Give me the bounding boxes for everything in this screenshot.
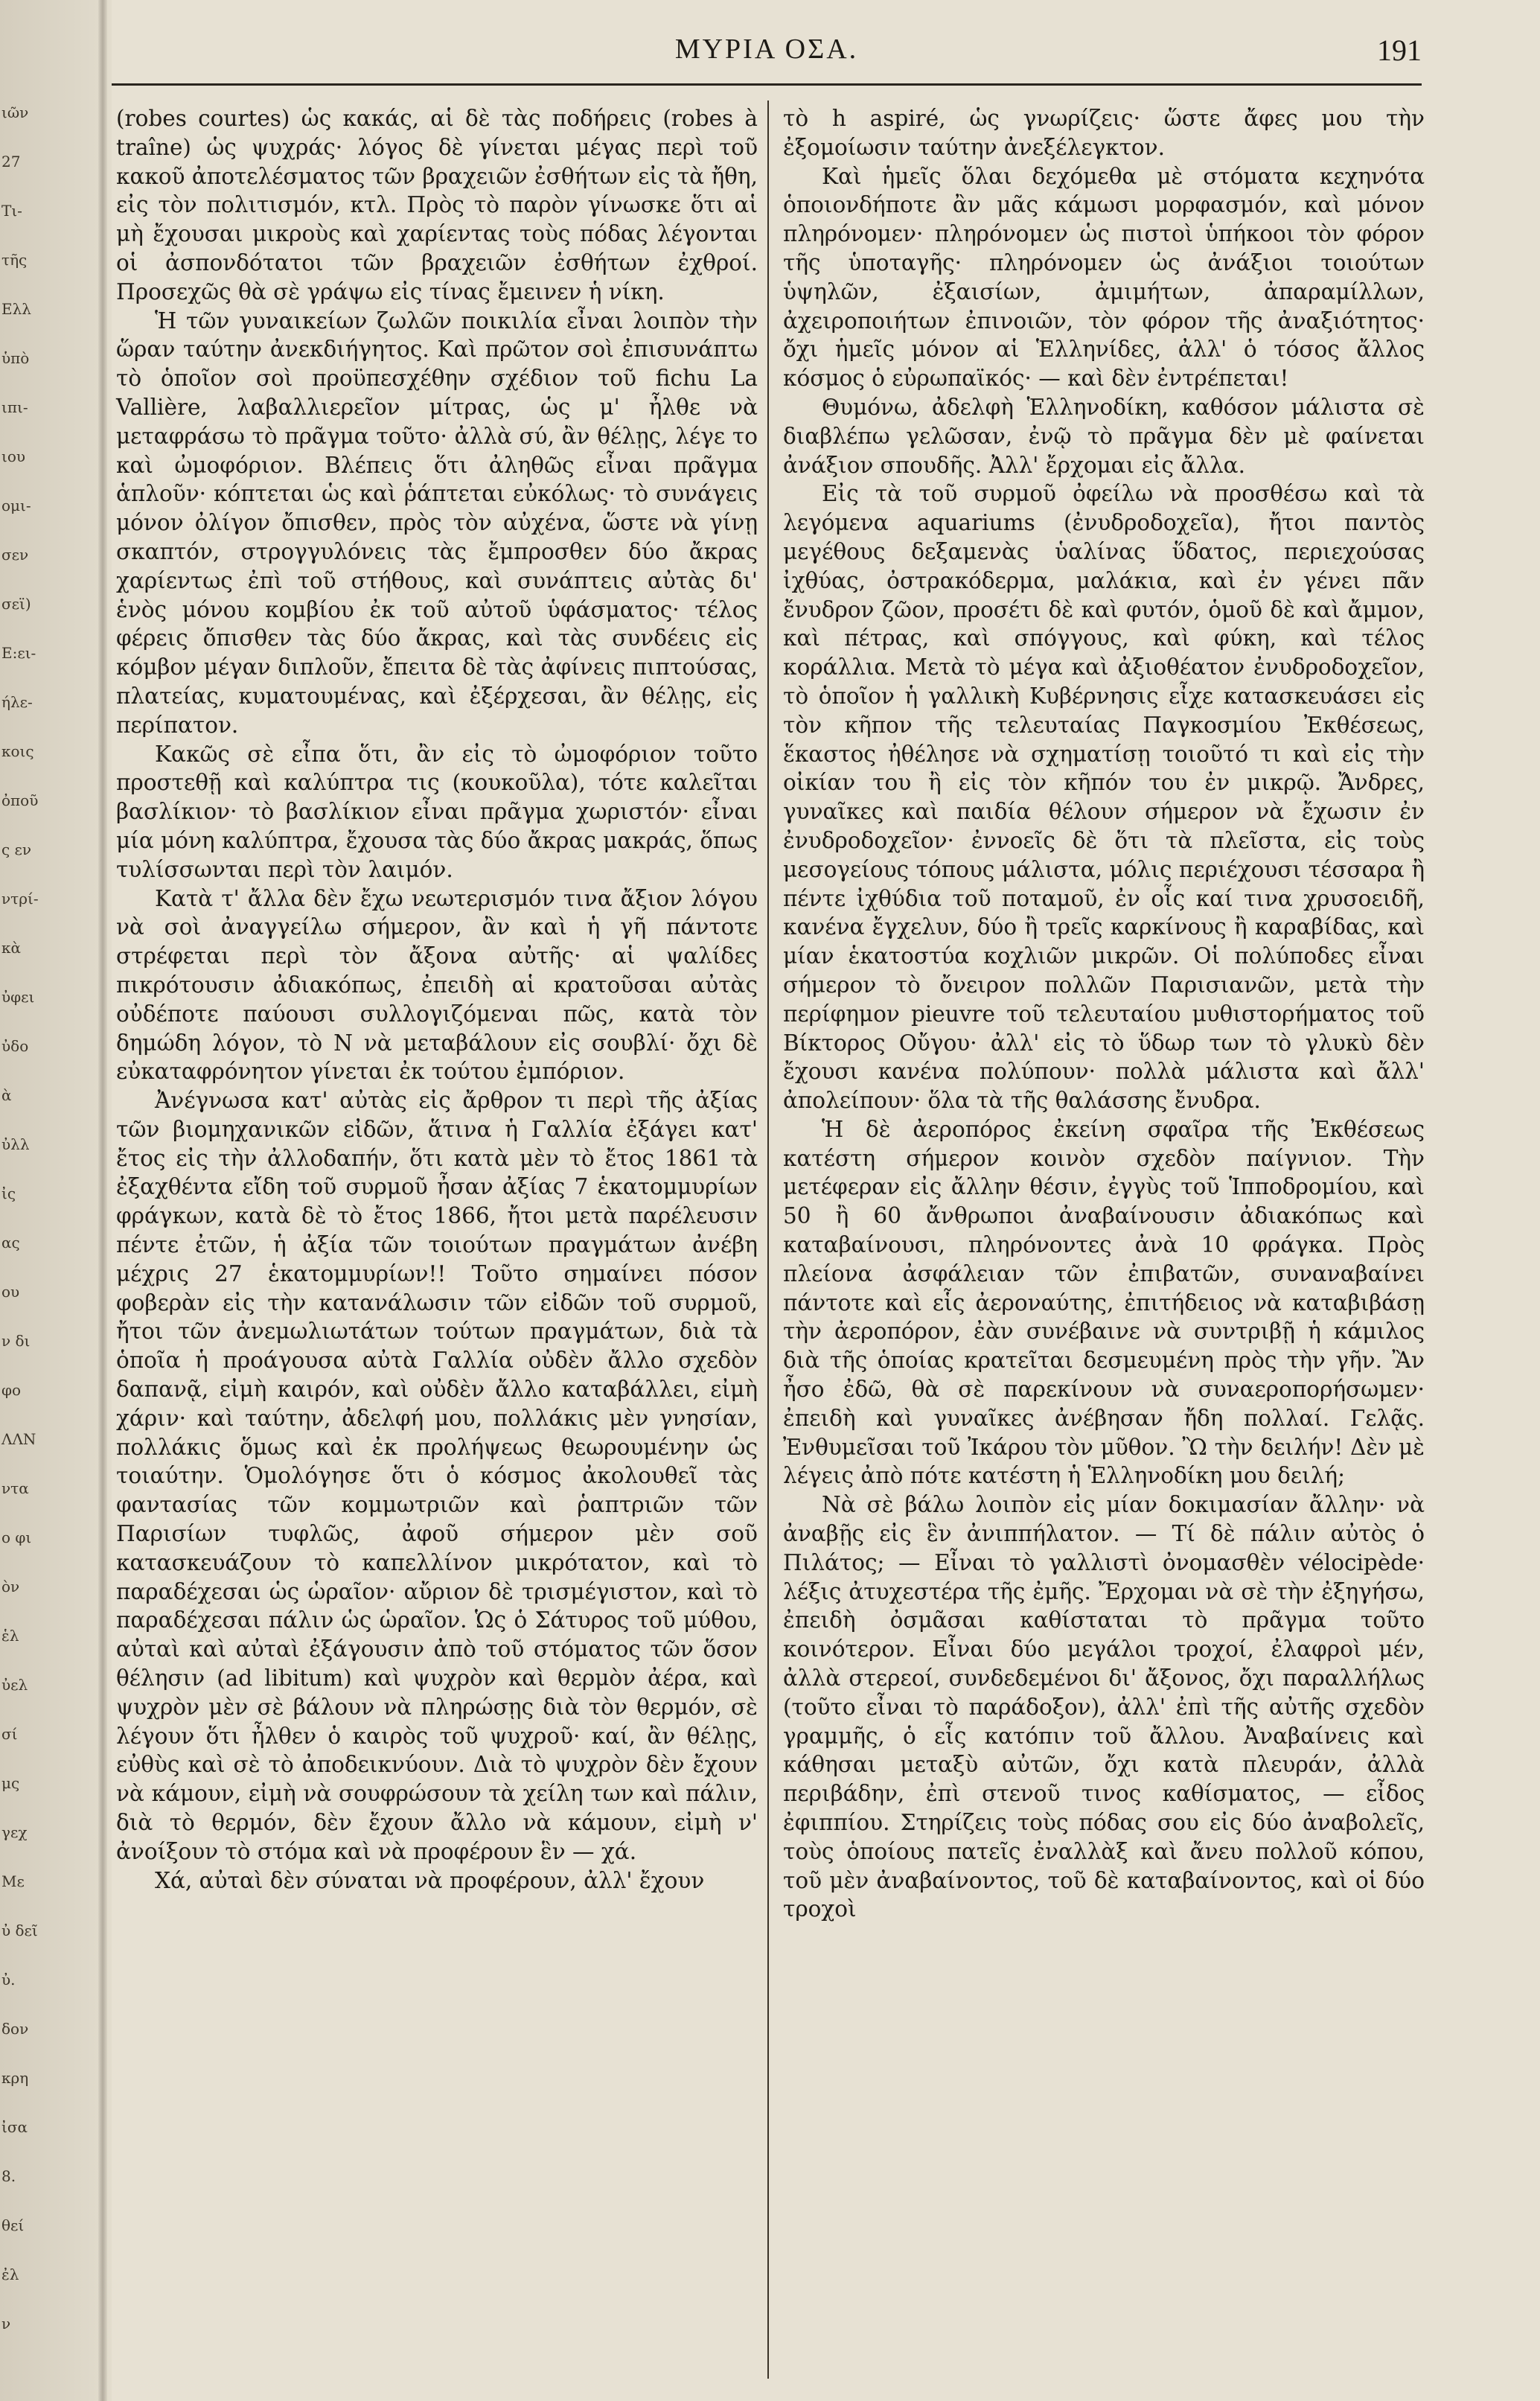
gutter-fragment: σεϊ) bbox=[1, 595, 31, 613]
paragraph: Εἰς τὰ τοῦ συρμοῦ ὀφείλω νὰ προσθέσω καὶ τὰ λεγόμενα aquariums (ἐνυδροδοχεῖα), ἤτοι παντὸς μεγέθους δεξαμενὰς ὑαλίνας ὕδατος, περιεχούσας ἰχθύας, ὀστρακόδερμα, μαλάκια, καὶ ἐν γένει πᾶν ἔνυδρον ζῶον, προσέτι δὲ καὶ φυτόν, ὁμοῦ δὲ καὶ ἄμμον, καὶ πέτρας, καὶ σπόγγους, καὶ φύκη, καὶ τέλος κοράλλια. Μετὰ τὸ μέγα καὶ ἀξιοθέατον ἐνυδροδοχεῖον, τὸ ὁποῖον ἡ γαλλικὴ Κυβέρνησις εἶχε κατασκευάσει εἰς τὸν κῆπον τῆς τελευταίας Παγκοσμίου Ἐκθέσεως, ἕκαστος ἠθέλησε νὰ σχηματίσῃ τοιοῦτό τι καὶ εἰς τὴν οἰκίαν του ἢ εἰς τὸν κῆπόν του ἐν μικρῷ. Ἄνδρες, γυναῖκες καὶ παιδία θέλουν σήμερον νὰ ἔχωσιν ἐν ἐνυδροδοχεῖον· ἐννοεῖς δὲ ὅτι τὰ πλεῖστα, εἰς τοὺς μεσογείους τόπους μάλιστα, μόλις περιέχουσι τέσσαρα ἢ πέντε ἰχθύδια τοῦ ποταμοῦ, ἐν οἷς καί τινα χρυσοειδῆ, κανένα ἔγχελυν, δύο ἢ τρεῖς καρκίνους ἢ καραβίδας, καὶ μίαν ἑκατοστύα κοχλιῶν μικρῶν. Οἱ πολύποδες εἶναι σήμερον τὸ ὄνειρον πολλῶν Παρισιανῶν, μετὰ τὴν περίφημον pieuvre τοῦ τελευταίου μυθιστορήματος τοῦ Βίκτορος Οὔγου· ἀλλ' εἰς τὸ ὕδωρ των τὸ γλυκὺ δὲν ἔχουσι κανένα πολύπουν· πολλὰ μάλιστα καὶ ἄλλ' ἀπολείπουν· ὅλα τὰ τῆς θαλάσσης ἔνυδρα. bbox=[783, 481, 1425, 1114]
gutter-fragment: 27 bbox=[1, 153, 21, 170]
gutter-fragment: ιπι- bbox=[1, 398, 28, 416]
gutter-fragment: ὐλλ bbox=[1, 1135, 30, 1153]
gutter-fragment: θεί bbox=[1, 2216, 25, 2234]
gutter-fragment: ὐελ bbox=[1, 1676, 28, 1694]
gutter-fragment: ὑπὸ bbox=[1, 349, 30, 367]
right-column bbox=[783, 104, 1425, 1924]
gutter-fragment: σί bbox=[1, 1725, 18, 1743]
gutter-fragment: ἰσα bbox=[1, 2118, 28, 2136]
paragraph: Ἡ δὲ ἀεροπόρος ἐκείνη σφαῖρα τῆς Ἐκθέσεως κατέστη σήμερον κοινὸν σχεδὸν παίγνιον. Τὴν μετέφεραν εἰς ἄλλην θέσιν, ἐγγὺς τοῦ Ἱπποδρομίου, καὶ 50 ἢ 60 ἄνθρωποι ἀναβαίνουσιν ἀδιακόπως καὶ καταβαίνουσι, πληρόνοντες ἀνὰ 10 φράγκα. Πρὸς πλείονα ἀσφάλειαν τῶν ἐπιβατῶν, συναναβαίνει πάντοτε καὶ εἷς ἀεροναύτης, ἐπιτήδειος νὰ καταβιβάσῃ τὴν ἀεροπόρον, ἐὰν συνέβαινε νὰ συντριβῇ ἡ κάμιλος διὰ τῆς ὁποίας κρατεῖται δεσμευμένη πρὸς τὴν γῆν. Ἂν ἦσο ἐδῶ, θὰ σὲ παρεκίνουν νὰ συναεροπορήσωμεν· ἐπειδὴ καὶ γυναῖκες ἀνέβησαν ἤδη πολλαί. Γελᾷς. Ἐνθυμεῖσαι τοῦ Ἰκάρου τὸν μῦθον. Ὢ τὴν δειλήν! Δὲν μὲ λέγεις ἀπὸ πότε κατέστη ἡ Ἑλληνοδίκη μου δειλή; bbox=[783, 1116, 1425, 1489]
gutter-fragment: φο bbox=[1, 1381, 22, 1399]
gutter-fragment: ὐ δεῖ bbox=[1, 1922, 38, 1939]
gutter-fragment: ὀποῦ bbox=[1, 791, 39, 809]
gutter-fragment: 8. bbox=[1, 2167, 16, 2185]
gutter-fragment: Ε:ει- bbox=[1, 644, 36, 662]
running-title: ΜΥΡΙΑ ΟΣΑ. bbox=[674, 34, 859, 65]
gutter-fragment: ιῶν bbox=[1, 103, 29, 121]
paragraph: Κακῶς σὲ εἶπα ὅτι, ἂν εἰς τὸ ὠμοφόριον τοῦτο προστεθῇ καὶ καλύπτρα τις (κουκοῦλα), τότε καλεῖται βασλίκιον· τὸ βασλίκιον εἶναι πρᾶγμα χωριστόν· εἶναι μία μόνη καλύπτρα, ἔχουσα τὰς δύο ἄκρας μακράς, ὅπως τυλίσσωνται περὶ τὸν λαιμόν. bbox=[116, 741, 758, 882]
gutter-fragment: τῆς bbox=[1, 251, 28, 269]
paragraph: τὸ h aspiré, ὡς γνωρίζεις· ὥστε ἄφες μου τὴν ἐξομοίωσιν ταύτην ἀνεξέλεγκτον. bbox=[783, 106, 1425, 160]
gutter-fragment: ὐφει bbox=[1, 988, 35, 1006]
gutter-fragment: ν δι bbox=[1, 1332, 31, 1350]
paragraph: Χά, αὐταὶ δὲν σύναται νὰ προφέρουν, ἀλλ' ἔχουν bbox=[155, 1867, 705, 1893]
gutter-fragment: ὰ bbox=[1, 1086, 12, 1104]
gutter-fragment: ας bbox=[1, 1234, 20, 1251]
paragraph: (robes courtes) ὡς κακάς, αἱ δὲ τὰς ποδήρεις (robes à traîne) ὡς ψυχράς· λόγος δὲ γίνεται μέγας περὶ τοῦ κακοῦ ἀποτελέσματος τῶν βραχειῶν ἐσθήτων εἰς τὰ ἤθη, εἰς τὸν πολιτισμόν, κτλ. Πρὸς τὸ παρὸν γίνωσκε ὅτι αἱ μὴ ἔχουσαι μικροὺς καὶ χαρίεντας τοὺς πόδας λέγονται οἱ ἀσπονδότατοι τῶν βραχειῶν ἐσθήτων ἐχθροί. Προσεχῶς θὰ σὲ γράψω εἰς τίνας ἔμεινεν ἡ νίκη. bbox=[116, 106, 758, 304]
page-header bbox=[112, 33, 1422, 77]
column-divider bbox=[767, 101, 769, 2379]
left-column bbox=[116, 104, 758, 1895]
gutter-fragment: ἑλ bbox=[1, 1627, 19, 1645]
gutter-fragment: Με bbox=[1, 1872, 25, 1890]
paragraph: Ἡ τῶν γυναικείων ζωλῶν ποικιλία εἶναι λοιπὸν τὴν ὥραν ταύτην ἀνεκδιήγητος. Καὶ πρῶτον σοὶ ἐπισυνάπτω τὸ ὁποῖον σοὶ προϋπεσχέθην σχέδιον τοῦ fichu La Vallière, λαβαλλιερεῖον μίτρας, ὡς μ' ἦλθε νὰ μεταφράσω τὸ πρᾶγμα τοῦτο· ἀλλὰ σύ, ἂν θέλῃς, λέγε το καὶ ὠμοφόριον. Βλέπεις ὅτι ἀληθῶς εἶναι πρᾶγμα ἁπλοῦν· κόπτεται ὡς καὶ ῥάπτεται εὐκόλως· τὸ συνάγεις μόνον ὀλίγον ὄπισθεν, πρὸς τὸν αὐχένα, ὥστε νὰ γίνῃ σκαπτόν, στρογγυλόνεις τὰς ἔμπροσθεν δύο ἄκρας χαρίεντως ἐπὶ τοῦ στήθους, καὶ συνάπτεις αὐτὰς δι' ἑνὸς μόνου κομβίου ἐκ τοῦ αὐτοῦ ὑφάσματος· τέλος φέρεις ὄπισθεν τὰς δύο ἄκρας, καὶ τὰς συνδέεις εἰς κόμβον μέγαν διπλοῦν, ἔπειτα δὲ τὰς ἀφίνεις πιπτούσας, πλατείας, κυματουμένας, καὶ ἐξέρχεσαι, ἂν θέλῃς, εἰς περίπατον. bbox=[116, 307, 758, 738]
gutter-fragment: ντα bbox=[1, 1479, 29, 1497]
gutter-fragment: ς εν bbox=[1, 841, 32, 858]
paragraph: Νὰ σὲ βάλω λοιπὸν εἰς μίαν δοκιμασίαν ἄλλην· νὰ ἀναβῇς εἰς ἓν ἀνιππήλατον. — Τί δὲ πάλιν αὐτὸς ὁ Πιλάτος; — Εἶναι τὸ γαλλιστὶ ὀνομασθὲν vélocipède· λέξις ἀτυχεστέρα τῆς ἐμῆς. Ἔρχομαι νὰ σὲ τὴν ἐξηγήσω, ἐπειδὴ ὀσμᾶσαι καθίσταται τὸ πρᾶγμα τοῦτο κοινότερον. Εἶναι δύο μεγάλοι τροχοί, ἐλαφροὶ μέν, ἀλλὰ στερεοί, συνδεδεμένοι δι' ἄξονος, ὄχι παραλλήλως (τοῦτο εἶναι τὸ παράδοξον), ἀλλ' ἐπὶ τῆς αὐτῆς σχεδὸν γραμμῆς, ὁ εἷς κατόπιν τοῦ ἄλλου. Ἀναβαίνεις καὶ κάθησαι μεταξὺ αὐτῶν, ὄχι κατὰ πλευράν, ἀλλὰ περιβάδην, ἐπὶ στενοῦ τινος καθίσματος, — εἶδος ἐφιππίου. Στηρίζεις τοὺς πόδας σου εἰς δύο ἀναβολεῖς, τοὺς ὁποίους πατεῖς ἐναλλὰξ καὶ ἄνευ πολλοῦ κόπου, τοῦ μὲν ἀναβαίνοντος, τοῦ δὲ καταβαίνοντος, καὶ οἱ δύο τροχοὶ bbox=[783, 1492, 1425, 1922]
gutter-fragment: ὸν bbox=[1, 1578, 20, 1595]
gutter-fragment: κρη bbox=[1, 2069, 29, 2087]
gutter-fragment: κοις bbox=[1, 742, 34, 760]
gutter-fragment: ὐδο bbox=[1, 1037, 29, 1055]
gutter-fragment: ιου bbox=[1, 447, 26, 465]
gutter-fragment: γεχ bbox=[1, 1823, 28, 1841]
gutter-fragment: ομι- bbox=[1, 497, 31, 514]
gutter-fragment: ΛΛΝ bbox=[1, 1430, 36, 1448]
gutter-fragment: ἰς bbox=[1, 1184, 16, 1202]
page-fold-shadow bbox=[98, 0, 107, 2401]
gutter-fragment: δον bbox=[1, 2020, 29, 2038]
gutter-fragment: ου bbox=[1, 1283, 20, 1301]
paragraph: Ἀνέγνωσα κατ' αὐτὰς εἰς ἄρθρον τι περὶ τῆς ἀξίας τῶν βιομηχανικῶν εἰδῶν, ἅτινα ἡ Γαλλία ἐξάγει κατ' ἔτος εἰς τὴν ἀλλοδαπήν, ὅτι κατὰ μὲν τὸ ἔτος 1861 τὰ ἐξαχθέντα εἴδη τοῦ συρμοῦ ἦσαν ἀξίας 7 ἑκατομμυρίων φράγκων, κατὰ δὲ τὸ ἔτος 1866, ἤτοι μετὰ παρέλευσιν πέντε ἐτῶν, ἡ ἀξία τῶν τοιούτων πραγμάτων ἀνέβη μέχρις 27 ἑκατομμυρίων!! Τοῦτο σημαίνει πόσον φοβερὰν εἰς τὴν κατανάλωσιν τῶν εἰδῶν τοῦ συρμοῦ, ἤτοι τῶν ἀνεμωλιωτάτων τούτων πραγμάτων, διὰ τὰ ὁποῖα ἡ προάγουσα αὐτὰ Γαλλία οὐδὲν ἄλλο σχεδὸν δαπανᾷ, εἰμὴ καιρόν, καὶ οὐδὲν ἄλλο καταβάλλει, εἰμὴ χάριν· καὶ ταύτην, ἀδελφή μου, πολλάκις μὲν γνησίαν, πολλάκις ὅμως καὶ ἐκ προλήψεως θεωρουμένην ὡς τοιαύτην. Ὁμολόγησε ὅτι ὁ κόσμος ἀκολουθεῖ τὰς φαντασίας τῶν κομμωτριῶν καὶ ῥαπτριῶν τῶν Παρισίων τυφλῶς, ἀφοῦ σήμερον μὲν σοῦ κατασκευάζουν τὸ καπελλίνον μικρότατον, καὶ τὸ παραδέχεσαι ὡς ὡραῖον· αὔριον δὲ τρισμέγιστον, καὶ τὸ παραδέχεσαι πάλιν ὡς ὡραῖον. Ὡς ὁ Σάτυρος τοῦ μύθου, αὐταὶ καὶ αὐταὶ ἐξάγουσιν ἀπὸ τοῦ στόματος τῶν ὅσον θέλησιν (ad libitum) καὶ ψυχρὸν καὶ θερμὸν ἀέρα, καὶ ψυχρὸν μὲν σὲ βάλουν νὰ πληρώσῃς διὰ τὸν θερμόν, σὲ λέγουν ὅτι ἦλθεν ὁ καιρὸς τοῦ ψυχροῦ· καί, ἂν θέλῃς, εὐθὺς καὶ σὲ τὸ ἀποδεικνύουν. Διὰ τὸ ψυχρὸν δὲν ἔχουν νὰ κάμουν, εἰμὴ νὰ σουφρώσουν τὰ χείλη των καὶ πάλιν, διὰ τὸ θερμόν, δὲν ἔχουν ἄλλο νὰ κάμουν, εἰμὴ ν' ἀνοίξουν τὸ στόμα καὶ νὰ προφέρουν ἓν — χά. bbox=[116, 1088, 758, 1864]
page-number: 191 bbox=[1377, 34, 1422, 67]
gutter-fragment: Tι- bbox=[1, 202, 22, 220]
gutter-fragment: ἐλ bbox=[1, 2266, 19, 2283]
gutter-fragment: ντρί- bbox=[1, 890, 39, 908]
gutter-fragment: ο φι bbox=[1, 1528, 32, 1546]
gutter-fragment: ὐ. bbox=[1, 1971, 16, 1989]
gutter-fragment: ν bbox=[1, 2315, 11, 2333]
paragraph: Καὶ ἡμεῖς ὅλαι δεχόμεθα μὲ στόματα κεχηνότα ὁποιονδήποτε ἂν μᾶς κάμωσι μορφασμόν, καὶ μόνον πληρόνομεν· πληρόνομεν ὡς πιστοὶ ὑπήκοοι τὸν φόρον τῆς ὑποταγῆς· πληρόνομεν ὡς ἀνάξιοι τοιούτων ὑψηλῶν, ἐξαισίων, ἀμιμήτων, ἀπαραμίλλων, ἀχειροποιήτων ἐπινοιῶν, τὸν φόρον τῆς ἀναξιότητος· ὄχι ἡμεῖς μόνον αἱ Ἑλληνίδες, ἀλλ' ὁ τόσος ἄλλος κόσμος ὁ εὐρωπαϊκός· — καὶ δὲν ἐντρέπεται! bbox=[783, 163, 1425, 392]
gutter-fragment: σεν bbox=[1, 546, 29, 564]
gutter-fragment: Ελλ bbox=[1, 300, 31, 318]
header-rule bbox=[112, 83, 1422, 86]
gutter-fragment: μς bbox=[1, 1774, 20, 1792]
gutter-fragment: κὰ bbox=[1, 939, 22, 957]
paragraph: Κατὰ τ' ἄλλα δὲν ἔχω νεωτερισμόν τινα ἄξιον λόγου νὰ σοὶ ἀναγγείλω σήμερον, ἂν καὶ ἡ γῆ πάντοτε στρέφεται περὶ τὸν ἄξονα αὐτῆς· αἱ ψαλίδες πικρότουσιν ἀδιακόπως, ἐπειδὴ αἱ κρατοῦσαι αὐτὰς οὐδέποτε παύουσι συλλογιζόμεναι πῶς, κατὰ τὸν δημώδη λόγον, τὸ Ν νὰ μεταβάλουν εἰς σουβλί· ὄχι δὲ εὐκαταφρόνητον γίνεται ἐκ τούτου ἐμπόριον. bbox=[116, 885, 758, 1085]
gutter-fragment: ήλε- bbox=[1, 693, 33, 711]
paragraph: Θυμόνω, ἀδελφὴ Ἑλληνοδίκη, καθόσον μάλιστα σὲ διαβλέπω γελῶσαν, ἐνῷ τὸ πρᾶγμα δὲν μὲ φαίνεται ἀνάξιον σπουδῆς. Ἀλλ' ἔρχομαι εἰς ἄλλα. bbox=[783, 394, 1425, 478]
